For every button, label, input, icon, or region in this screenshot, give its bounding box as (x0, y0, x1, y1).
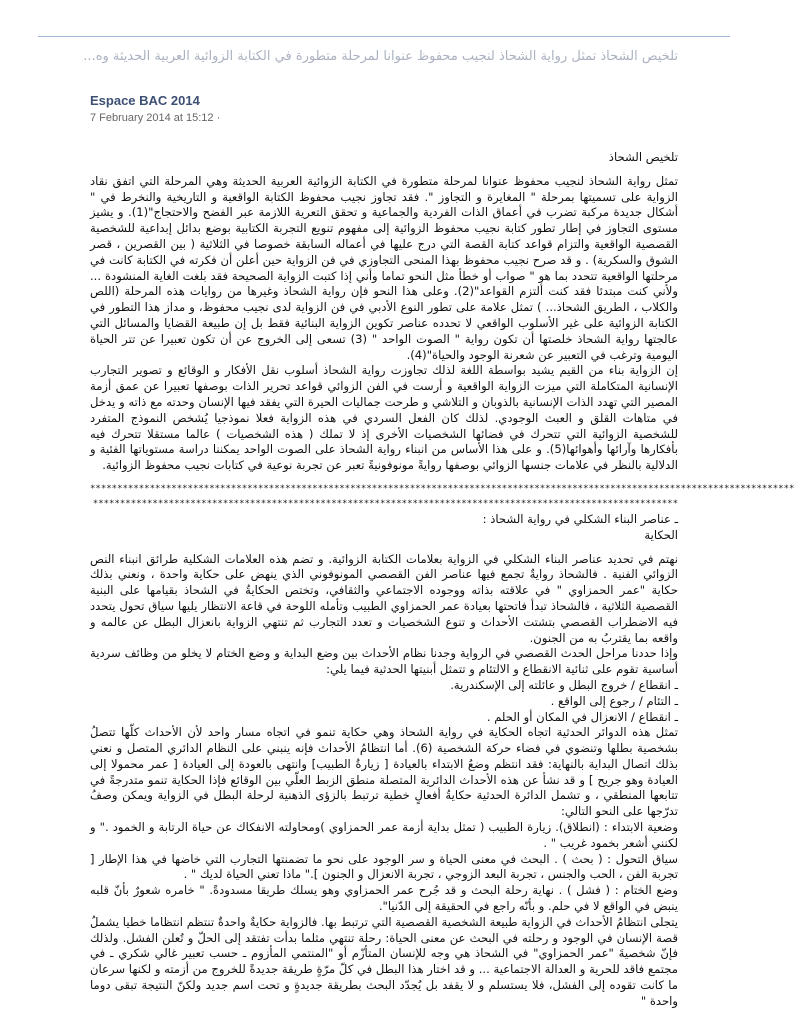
intro-paragraph-2: إن الزواية بناء من القيم يشيد بواسطة اللغة لذلك تجاوزت رواية الشحاذ أسلوب نقل الأفكار و الوقائع و تصوير التجارب الإنسانية المتكاملة التي ميزت الزواية الواقعية و أرست في الفن الزوائي قواعد تحرير الذات بوصفها تعبيرا عن عمق أزمة المصير التي تهدد الذات الإنسانية بالذوبان و التلاشي و طرحت جماليات الحيرة التي يفقد فيها الإنسان وحدته مع ذاته و يدخل في متاهات القلق و العبث الوجودي. لذلك كان الفعل السردي في هذه الزواية فعلا نموذجيا يُشخص النموذج المتفرد للشخصية الزوائية التي تتحرك في فضائها الشخصيات الأخرى إذ لا تملك ( هذه الشخصيات ) عالما مستقلا تتحرك فيه بأفكارها وآرائها وأهوائها(5). و على هذا الأساس من انبناء رواية الشحاذ على الصوت الواحد يمكننا دراسة مستوياتها الفئية و الدلالية بالنظر في علامات جنسها الزوائي بوصفها روايةً مونوفونيةً تعبر عن تجربة نوعية في كتابات نجيب محفوظ الزوائية. (90, 363, 678, 473)
analysis-paragraph: تمثل هذه الدوائر الحدثية اتجاه الحكاية في رواية الشحاذ وهي حكاية تنمو في اتجاه مسار واحد لأن الأحداث كلّها تتصلُ بشخصية بطلها وتنضوي في فضاء حركة الشخصية (6). أما انتظامُ الأحداث فإنه ينبني على النظام الدائري المتصل و نعني بذلك اتصال البداية بالنهاية: فقد انتظم وضعُ الابتداء بالعيادة [ زيارةُ الطبيب] وانتهى بالعودة إلى العيادة [ عمر محمولا إلى العيادة وهو جريح ] و قد نشأ عن هذه الأحداث الدائرية المتصلة منطق الزبط العلّي بين الوقائع فإذا الحكاية تنمو متدرجةً في تتابعها المنطقي ، و تشمل الدائرة الحدثية حكايةُ أفعالٍ خطية ترتبط بالزؤى الذهنية لرحلة البطل في الزواية ويمكن وصفُ تدرّجها على النحو التالي: (90, 725, 678, 819)
flow-item: ـ انقطاع / خروج البطل و عائلته إلى الإسكندرية. (450, 677, 678, 692)
post-body (90, 150, 794, 1024)
post-date[interactable]: 7 February 2014 at 15:12 · (90, 112, 221, 124)
stage-start: وضعية الابتداء : (انطلاق). زيارة الطبيب ( تمثل بداية أزمة عمر الحمزاوي )ومحاولته الانفكاك عن حياة الرتابة و الخمود ." و لكنني أشعر بخمود غريب " . (90, 820, 678, 850)
post-title[interactable]: تلخيص الشحاذ تمثل رواية الشحاذ لنجيب محفوظ عنوانا لمرحلة متطورة في الكتابة الزوائية العربية الحديثة وه... (83, 49, 678, 64)
separator-stars: ********************************************************************************************************************************** (90, 483, 794, 494)
section-subtitle: الحكاية (644, 527, 678, 542)
stage-end: وضع الختام : ( فشل ) . نهاية رحلة البحث و قد جُرح عمر الحمزاوي وهو يسلك طريقا مسدودةً. " خامره شعورٌ بأنّ قلبه ينبض في الواقع لا في حلم. و بأنّه راجع في الحقيقة إلى الدّنيا". (90, 883, 678, 914)
stage-transition: سياق التحول : ( بحث ) . البحث في معنى الحياة و سر الوجود على نحو ما تضمنتها التجارب التي خاضها في هذا الإطار [ تجربة الفن ، الحب والجنس ، تجربة البعد الزوجي ، تجربة الانعزال و الجنون ]." ماذا تعني الحياة لديك " . (90, 851, 678, 882)
section-paragraph: نهتم في تحديد عناصر البناء الشكلي في الزواية بعلامات الكتابة الزوائية. و تضم هذه العلامات الشكلية طرائق انبناء النص الزوائي الفنية . فالشحاذ روايةٌ تجمع فيها عناصر الفن القصصي المونوفوني الذي ينهض على حكاية واحدة ، ونعني بذلك حكاية "عمر الحمزاوي " في علاقته بذاته ووجوده الاجتماعي والثقافي، وتختص الحكايةُ في الشحاذ بقيامها على البنية القصصية الثلاثية ، فالشحاذ تبدأ فاتحتها بعيادة عمر الحمزاوي الطبيب وتأمله اللوحة في قاعة الانتظار يليها سياق تحول يتحدد فيه الاضطراب القصصي بتشتت الأحداث و تنوع الشخصيات و تعدد التجارب ثم تنتهي الزواية بانعزال البطل عن عالمه و واقعه بما يقتربُ به من الجنون. (90, 551, 678, 645)
flow-intro: وإذا حددنا مراحل الحدث القصصي في الرواية وجدنا نظام الأحداث بين وضع البداية و وضع الختام لا يخلو من وظائف سردية أساسية تقوم على ثنائية الانقطاع و الالتئام و تتمثل أبنيتها الحدثية فيما يلي: (90, 646, 678, 677)
closing-paragraph: يتجلى انتظامُ الأحداث في الزواية طبيعة الشخصية القصصية التي ترتبط بها. فالزواية حكايةٌ واحدةٌ تنتظم انتظاما خطيا يشملُ قصة الإنسان في الوجود و رحلته في البحث عن معنى الحياة: رحلة تنتهي مثلما بدأت تفتقد إلى الحلّ و تُعلن الفشل. ولذلك فإنّ شخصيةَ "عمر الحمزاوي" في الشحاذ هي وجه للإنسان المتأزّم أو "المنتمي المأزوم ـ حسب تعبير غالي شكري ـ في مجتمع فاقد للحرية و العدالة الاجتماعية ... و قد اختار هذا البطل في كلّ مرّةٍ طريقة جديدةً للخروج من أزمته و لكنها سرعان ما كانت تقوده إلى الفشل، فلا يستسلم و لا يقفد بل يُجدّد البحث بطريقة جديدةٍ و تحت اسم جديد ولكنّ النتيجة تبقى دوما واحدة " (90, 914, 678, 1008)
flow-item: ـ التئام / رجوع إلى الواقع . (550, 693, 678, 708)
flow-item: ـ انقطاع / الانعزال في المكان أو الحلم . (486, 709, 678, 724)
top-divider (38, 36, 730, 37)
section-title: ـ عناصر البناء الشكلي في رواية الشحاذ : (482, 511, 678, 526)
content-heading: تلخيص الشحاذ (608, 150, 678, 164)
author-name[interactable]: Espace BAC 2014 (90, 93, 200, 108)
separator-stars-2: ************************************************************************************************************ (92, 498, 678, 509)
intro-paragraph-1: تمثل رواية الشحاذ لنجيب محفوظ عنوانا لمرحلة متطورة في الكتابة الزوائية العربية الحديثة وهي المرحلة التي اتفق نقاد الزواية على تسميتها بمرحلة " المغايرة و التجاوز ". فقد تجاوز نجيب محفوظ الكتابة الواقعية و التاريخية والنخرط في " أشكال جديدة مركبة تضرب في أعماق الذات الفردية والجماعية و تحقق التعرية اللازمة عبر الفضح والاحتجاج"(1). و يشيز مستوى التجاوز في إطار تطور كتابة نجيب محفوظ الزوائية إلى مفهوم تنويع التجربة الكتابية بوضع بدائل إبداعية للشخصية القصصية الواقعية والتزام قواعد كتابة القصة التي درج عليها في أعماله السابقة خصوصا في الثلاثية ( بين القصرين ، قصر الشوق والسكرية) . و قد صرح نجيب محفوظ بهذا المنحى التجاوزي في فن الزواية حين أعلن أن فكرته في الكتابة كانت في مرحلتها الواقعية تتحدد بما هو " صواب أو خطأ مثل النحو تماما وأني إذا كتبت الزواية الصحيحة فقد بلغت الغاية المنشودة ... ولأني كنت مبتدئا فقد كنت ألتزم القواعد"(2). وعلى هذا النحو فإن رواية الشحاذ وغيرها من روايات هذه المرحلة (اللص والكلاب ، الطريق الشحاذ... ) تمثل علامة على تطور النوع الأدبي في فن الزواية لدى نجيب محفوظ، و مداز هذا التطور في الكتابة الزوائية على غير الأسلوب الواقعي لا تحدده عناصر تكوين الزواية البنائية فقط بل إن طبيعة القضايا والمسائل التي عالجتها رواية الشحاذ خلصتها أن تكون رواية " الصوت الواحد " (3) تسعى إلى الخروج عن أن تكون تعبيرا عن تتر الحياة اليومية وترغب في التعبير عن شعرنة الوجود والحياة"(4). (90, 173, 678, 362)
